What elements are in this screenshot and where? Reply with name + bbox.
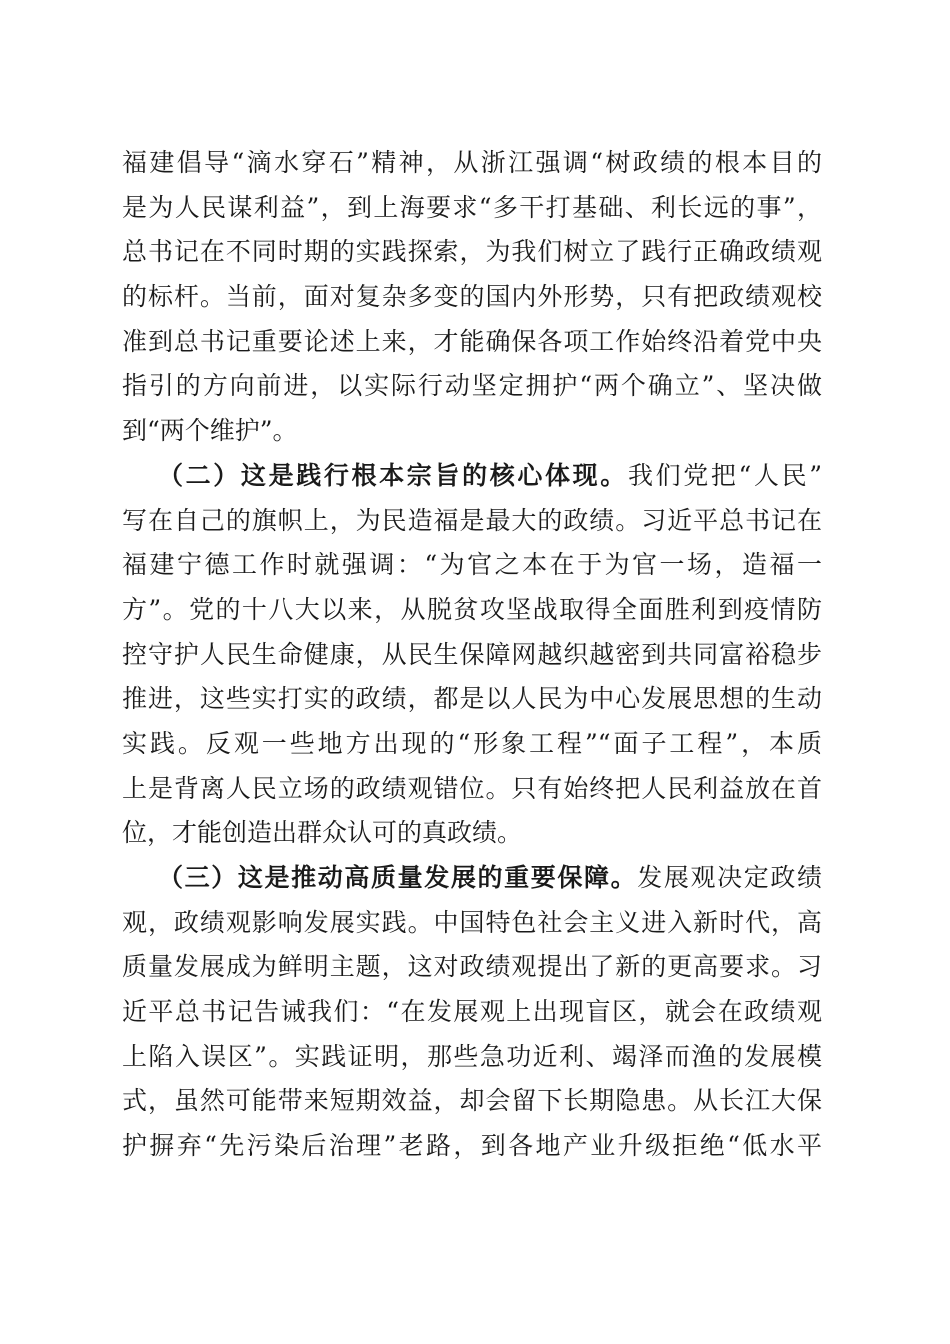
text-line: 准到总书记重要论述上来，才能确保各项工作始终沿着党中央 — [122, 326, 822, 356]
text-line: 式，虽然可能带来短期效益，却会留下长期隐患。从长江大保 — [122, 1086, 822, 1116]
text-line: 观，政绩观影响发展实践。中国特色社会主义进入新时代，高 — [122, 907, 822, 937]
text-line: 的标杆。当前，面对复杂多变的国内外形势，只有把政绩观校 — [122, 282, 822, 312]
document-page — [122, 141, 822, 1169]
text-line: 控守护人民生命健康，从民生保障网越织越密到共同富裕稳步 — [122, 639, 822, 669]
text-line: 推进，这些实打实的政绩，都是以人民为中心发展思想的生动 — [122, 684, 822, 714]
paragraph-1 — [122, 141, 822, 454]
text-line: 上是背离人民立场的政绩观错位。只有始终把人民利益放在首 — [122, 773, 822, 803]
text-line: 到“两个维护”。 — [122, 416, 298, 446]
text-line — [122, 856, 822, 901]
section-heading: （二）这是践行根本宗旨的核心体现。 — [158, 460, 628, 490]
paragraph-3 — [122, 856, 822, 1169]
text-line: 实践。反观一些地方出现的“形象工程”“面子工程”，本质 — [122, 728, 822, 758]
text-line: 质量发展成为鲜明主题，这对政绩观提出了新的更高要求。习 — [122, 952, 822, 982]
text-line: 近平总书记告诫我们：“在发展观上出现盲区，就会在政绩观 — [122, 997, 822, 1027]
text-line: 福建倡导“滴水穿石”精神，从浙江强调“树政绩的根本目的 — [122, 148, 822, 177]
text-line: 写在自己的旗帜上，为民造福是最大的政绩。习近平总书记在 — [122, 505, 822, 535]
text-line: 福建宁德工作时就强调：“为官之本在于为官一场，造福一 — [122, 550, 822, 580]
text-run: 发展观决定政绩 — [637, 863, 822, 892]
text-line: 位，才能创造出群众认可的真政绩。 — [122, 818, 523, 848]
text-line: 护摒弃“先污染后治理”老路，到各地产业升级拒绝“低水平 — [122, 1131, 822, 1161]
text-line: 是为人民谋利益”，到上海要求“多干打基础、利长远的事”， — [122, 192, 822, 222]
text-line: 方”。党的十八大以来，从脱贫攻坚战取得全面胜利到疫情防 — [122, 594, 822, 624]
section-heading: （三）这是推动高质量发展的重要保障。 — [158, 863, 638, 892]
text-line — [122, 454, 822, 499]
text-line: 总书记在不同时期的实践探索，为我们树立了践行正确政绩观 — [122, 237, 822, 267]
text-line: 上陷入误区”。实践证明，那些急功近利、竭泽而渔的发展模 — [122, 1041, 822, 1071]
text-run: 我们党把“人民” — [627, 460, 822, 490]
text-line: 指引的方向前进，以实际行动坚定拥护“两个确立”、坚决做 — [122, 371, 822, 401]
paragraph-2 — [122, 454, 822, 856]
